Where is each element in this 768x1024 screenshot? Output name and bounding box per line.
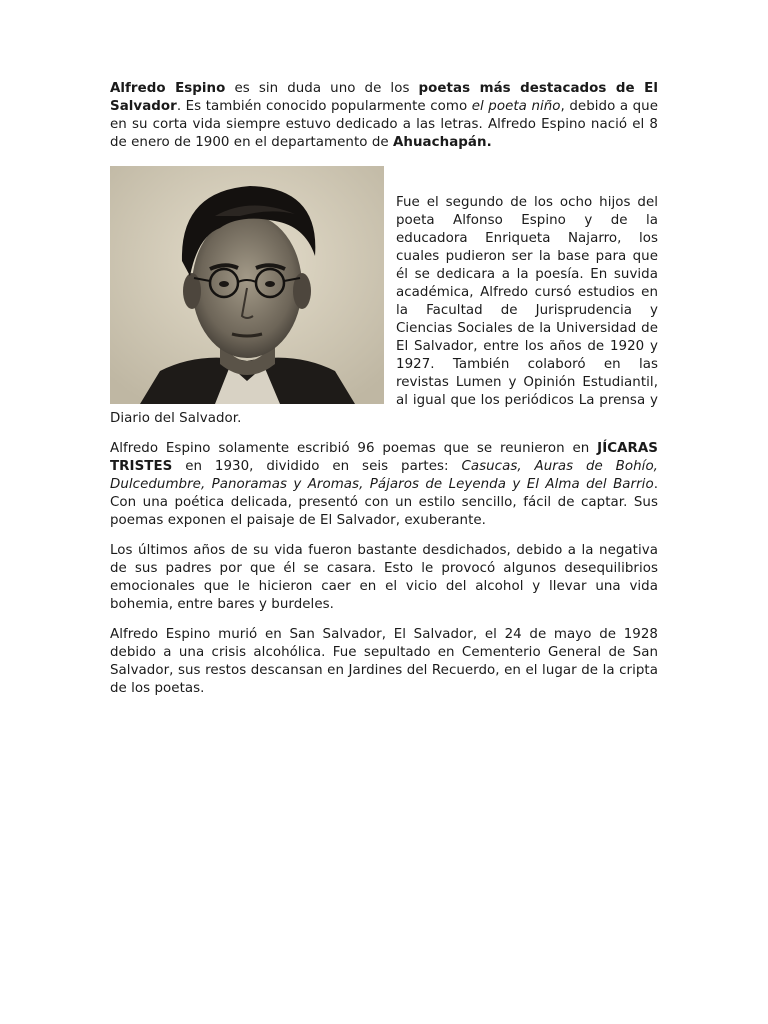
works-text-1: Alfredo Espino solamente escribió 96 poemas que se reunieron en — [110, 441, 598, 456]
portrait-illustration — [110, 166, 384, 404]
birthplace-text: Ahuachapán. — [392, 135, 492, 150]
works-text-3: . Con una poética delicada, presentó con un estilo sencillo, fácil de captar. Sus poemas exponen el paisaje de El Salvador, exuberante. — [110, 477, 658, 528]
book-parts: Casucas, Auras de Bohío, Dulcedumbre, Panoramas y Aromas, Pájaros de Leyenda y El Alma del Barrio — [110, 459, 658, 492]
highlight-text: poetas más destacados de El Salvador — [110, 81, 658, 114]
works-text-2: en 1930, dividido en seis partes: — [172, 459, 462, 474]
later-years-paragraph: Los últimos años de su vida fueron bastante desdichados, debido a la negativa de sus padres por que él se casara. Esto le provocó algunos desequilibrios emocionales que le hicieron caer en el vicio del alcohol y llevar una vida bohemia, entre bares y burdeles. — [110, 543, 658, 612]
intro-text-1: es sin duda uno de los — [225, 81, 419, 96]
poet-name: Alfredo Espino — [110, 81, 226, 96]
death-paragraph: Alfredo Espino murió en San Salvador, El Salvador, el 24 de mayo de 1928 debido a una crisis alcohólica. Fue sepultado en Cementerio General de San Salvador, sus restos descansan en Jardines del Recuerdo, en el lugar de la cripta de los poetas. — [110, 627, 658, 696]
nickname-text: el poeta niño — [471, 99, 561, 114]
intro-text-2: . Es también conocido popularmente como — [176, 99, 472, 114]
intro-paragraph — [110, 80, 658, 152]
book-title: JÍCARAS TRISTES — [110, 441, 658, 474]
biography-paragraph: Fue el segundo de los ocho hijos del poeta Alfonso Espino y de la educadora Enriqueta Najarro, los cuales pudieron ser la base para que él se dedicara a la poesía. En suvida académica, Alfredo cursó estudios en la Facultad de Jurisprudencia y Ciencias Sociales de la Universidad de El Salvador, entre los años de 1920 y 1927. También colaboró en las revistas Lumen y Opinión Estudiantil, al igual que los periódicos La prensa y Diario del Salvador. — [110, 195, 658, 426]
intro-text-3: , debido a que en su corta vida siempre estuvo dedicado a las letras. Alfredo Espino nació el 8 de enero de 1900 en el departamento de — [110, 99, 658, 150]
portrait-photo — [110, 166, 384, 404]
works-paragraph — [110, 440, 658, 530]
